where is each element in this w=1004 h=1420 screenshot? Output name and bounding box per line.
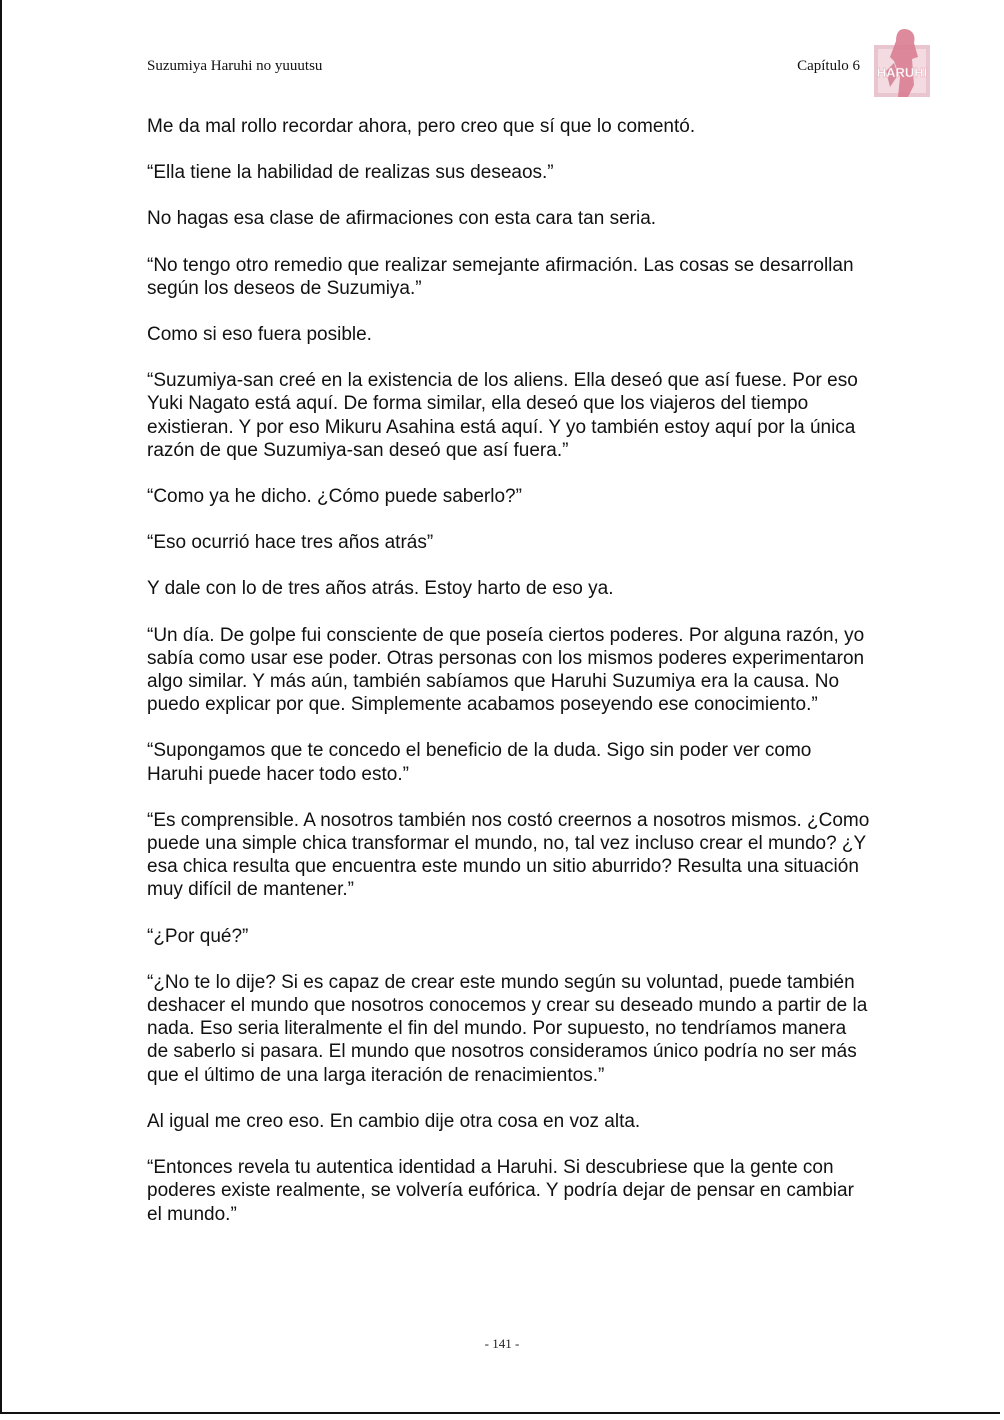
paragraph: Me da mal rollo recordar ahora, pero creo que sí que lo comentó. <box>147 116 696 137</box>
paragraph: No hagas esa clase de afirmaciones con esta cara tan seria. <box>147 208 657 230</box>
paragraph: “¿No te lo dije? Si es capaz de crear este mundo según su voluntad, puede también deshacer el mundo que nosotros conocemos y crear su deseado mundo a partir de la nada. Eso seria literalmente el fin del mundo. Por supuesto, no tendríamos manera de saberlo si pasara. El mundo que nosotros consideramos único podría no ser más que el último de una larga iteración de renacimientos.” <box>147 971 868 1086</box>
chapter-label: Capítulo 6 <box>797 58 860 74</box>
paragraph: “Es comprensible. A nosotros también nos costó creernos a nosotros mismos. ¿Como puede una simple chica transformar el mundo, no, tal vez incluso crear el mundo? ¿Y esa chica resulta que encuentra este mundo un sitio aburrido? Resulta una situación muy difícil de mantener.” <box>147 809 870 901</box>
book-title: Suzumiya Haruhi no yuuutsu <box>147 58 323 74</box>
paragraph: Y dale con lo de tres años atrás. Estoy harto de eso ya. <box>147 578 614 600</box>
paragraph: “Entonces revela tu autentica identidad a Haruhi. Si descubriese que la gente con poderes existe realmente, se volvería eufórica. Y podría dejar de pensar en cambiar el mundo.” <box>147 1157 854 1225</box>
paragraph: “Como ya he dicho. ¿Cómo puede saberlo?” <box>147 486 522 508</box>
paragraph: “Eso ocurrió hace tres años atrás” <box>147 532 434 554</box>
haruhi-logo <box>874 27 930 99</box>
paragraph: “Suzumiya-san creé en la existencia de los aliens. Ella deseó que así fuese. Por eso Yuki Nagato está aquí. De forma similar, ella deseó que los viajeros del tiempo existieran. Y por eso Mikuru Asahina está aquí. Y yo también estoy aquí por la única razón de que Suzumiya-san deseó que así fuera.” <box>147 370 858 461</box>
page-header <box>147 58 867 80</box>
paragraph: “Ella tiene la habilidad de realizas sus deseaos.” <box>147 162 554 184</box>
body-text <box>147 115 872 1249</box>
paragraph: “¿Por qué?” <box>147 925 249 947</box>
paragraph: “No tengo otro remedio que realizar semejante afirmación. Las cosas se desarrollan según los deseos de Suzumiya.” <box>147 254 854 299</box>
paragraph: “Un día. De golpe fui consciente de que poseía ciertos poderes. Por alguna razón, yo sabía como usar ese poder. Otras personas con los mismos poderes experimentaron algo similar. Y más aún, también sabíamos que Haruhi Suzumiya era la causa. No puedo explicar por que. Simplemente acabamos poseyendo ese conocimiento.” <box>147 624 865 716</box>
page-number: - 141 - <box>484 1336 520 1351</box>
logo-text: HARUHI <box>876 65 928 80</box>
paragraph: Al igual me creo eso. En cambio dije otra cosa en voz alta. <box>147 1110 641 1132</box>
paragraph: “Supongamos que te concedo el beneficio de la duda. Sigo sin poder ver como Haruhi puede hacer todo esto.” <box>147 740 812 785</box>
paragraph: Como si eso fuera posible. <box>147 324 372 346</box>
